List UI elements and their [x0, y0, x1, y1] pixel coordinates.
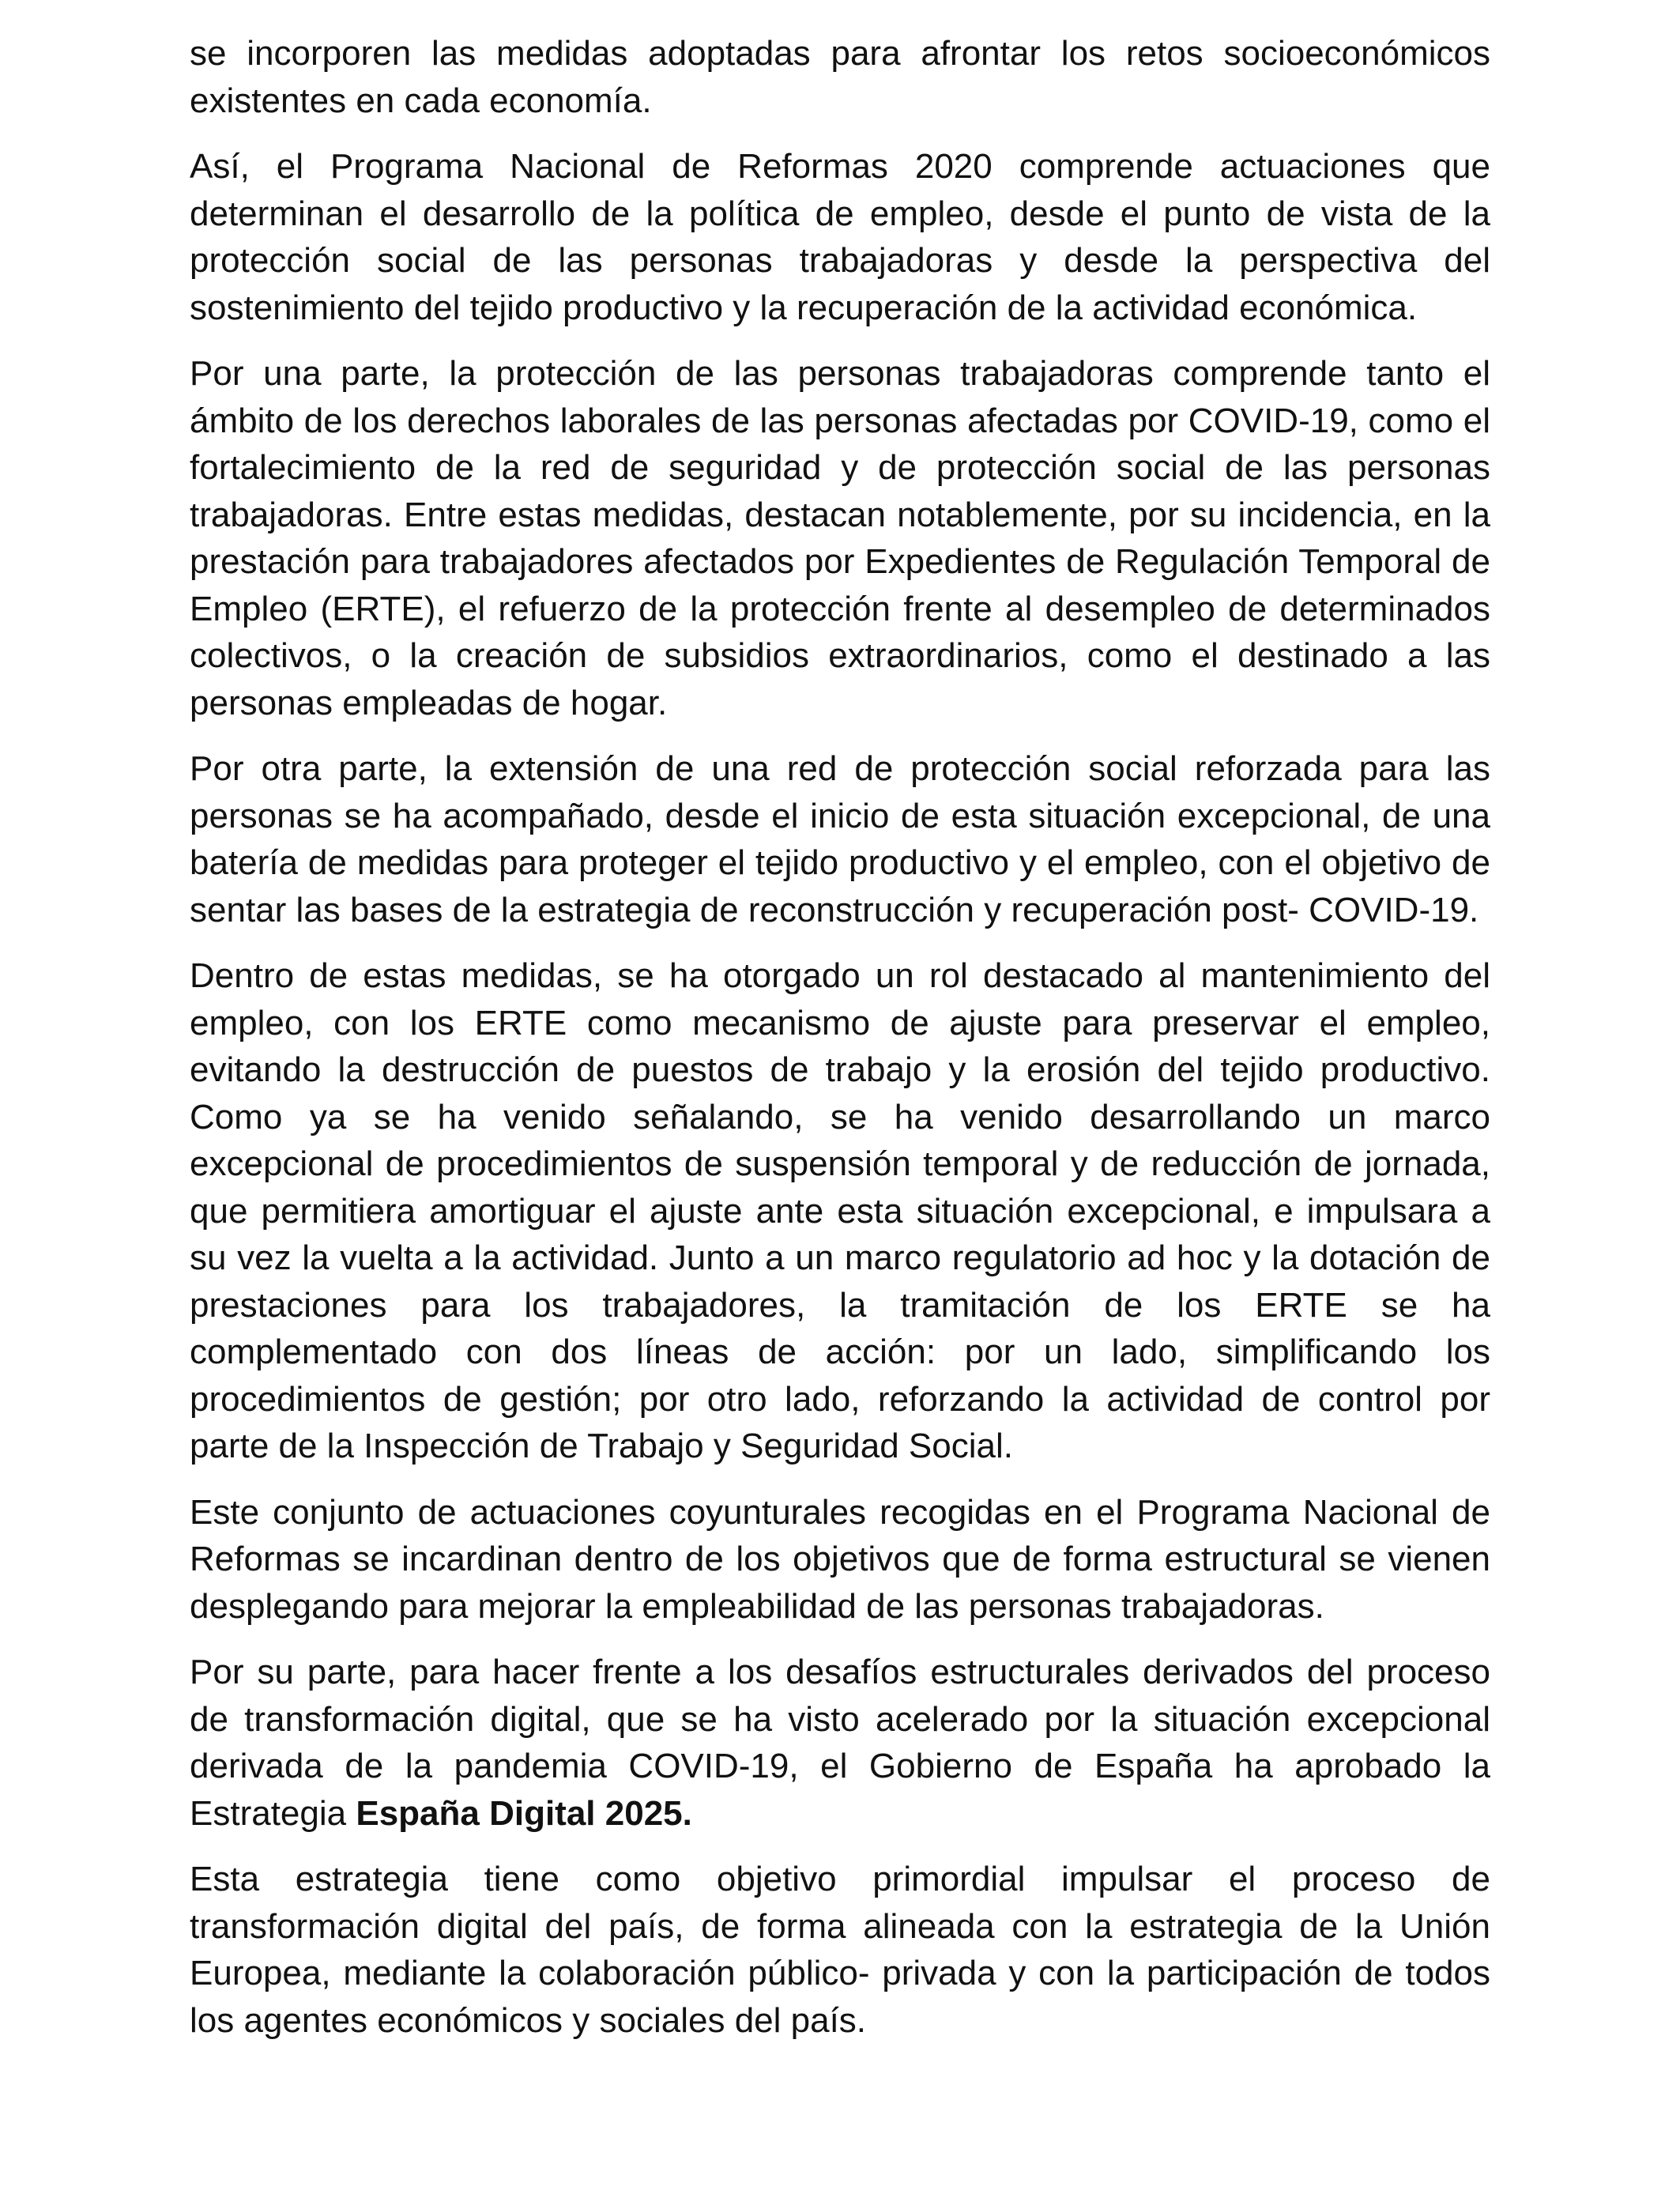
paragraph-retos: se incorporen las medidas adoptadas para afrontar los retos socioeconómicos existentes en cada economía. [190, 34, 1490, 120]
paragraph-estrategia-objetivo: Esta estrategia tiene como objetivo primordial impulsar el proceso de transformación digital del país, de forma alineada con la estrategia de la Unión Europea, mediante la colaboración público- privada y con la participación de todos los agentes económicos y sociales del país. [190, 1860, 1490, 2040]
paragraph-actuaciones-coyunturales: Este conjunto de actuaciones coyunturales recogidas en el Programa Nacional de Reformas se incardinan dentro de los objetivos que de forma estructural se vienen desplegando para mejorar la empleabilidad de las personas trabajadoras. [190, 1492, 1490, 1626]
espana-digital-2025-emphasis: España Digital 2025. [356, 1793, 692, 1833]
document-page [190, 30, 1490, 2063]
paragraph-transformacion-digital [190, 1649, 1490, 1837]
paragraph-transformacion-digital-text: Por su parte, para hacer frente a los desafíos estructurales derivados del proceso de transformación digital, que se ha visto acelerado por la situación excepcional derivada de la pandemia COVID-19, el Gobierno de España ha aprobado la Estrategia [190, 1653, 1490, 1833]
paragraph-erte: Dentro de estas medidas, se ha otorgado un rol destacado al mantenimiento del empleo, con los ERTE como mecanismo de ajuste para preservar el empleo, evitando la destrucción de puestos de trabajo y la erosión del tejido productivo. Como ya se ha venido señalando, se ha venido desarrollando un marco excepcional de procedimientos de suspensión temporal y de reducción de jornada, que permitiera amortiguar el ajuste ante esta situación excepcional, e impulsara a su vez la vuelta a la actividad. Junto a un marco regulatorio ad hoc y la dotación de prestaciones para los trabajadores, la tramitación de los ERTE se ha complementado con dos líneas de acción: por un lado, simplificando los procedimientos de gestión; por otro lado, reforzando la actividad de control por parte de la Inspección de Trabajo y Seguridad Social. [190, 956, 1490, 1465]
paragraph-red-proteccion: Por otra parte, la extensión de una red de protección social reforzada para las personas se ha acompañado, desde el inicio de esta situación excepcional, de una batería de medidas para proteger el tejido productivo y el empleo, con el objetivo de sentar las bases de la estrategia de reconstrucción y recuperación post- COVID-19. [190, 749, 1490, 929]
paragraph-proteccion-trabajadores: Por una parte, la protección de las personas trabajadoras comprende tanto el ámbito de los derechos laborales de las personas afectadas por COVID-19, como el fortalecimiento de la red de seguridad y de protección social de las personas trabajadoras. Entre estas medidas, destacan notablemente, por su incidencia, en la prestación para trabajadores afectados por Expedientes de Regulación Temporal de Empleo (ERTE), el refuerzo de la protección frente al desempleo de determinados colectivos, o la creación de subsidios extraordinarios, como el destinado a las personas empleadas de hogar. [190, 354, 1490, 722]
paragraph-programa-nacional: Así, el Programa Nacional de Reformas 2020 comprende actuaciones que determinan el desarrollo de la política de empleo, desde el punto de vista de la protección social de las personas trabajadoras y desde la perspectiva del sostenimiento del tejido productivo y la recuperación de la actividad económica. [190, 147, 1490, 327]
